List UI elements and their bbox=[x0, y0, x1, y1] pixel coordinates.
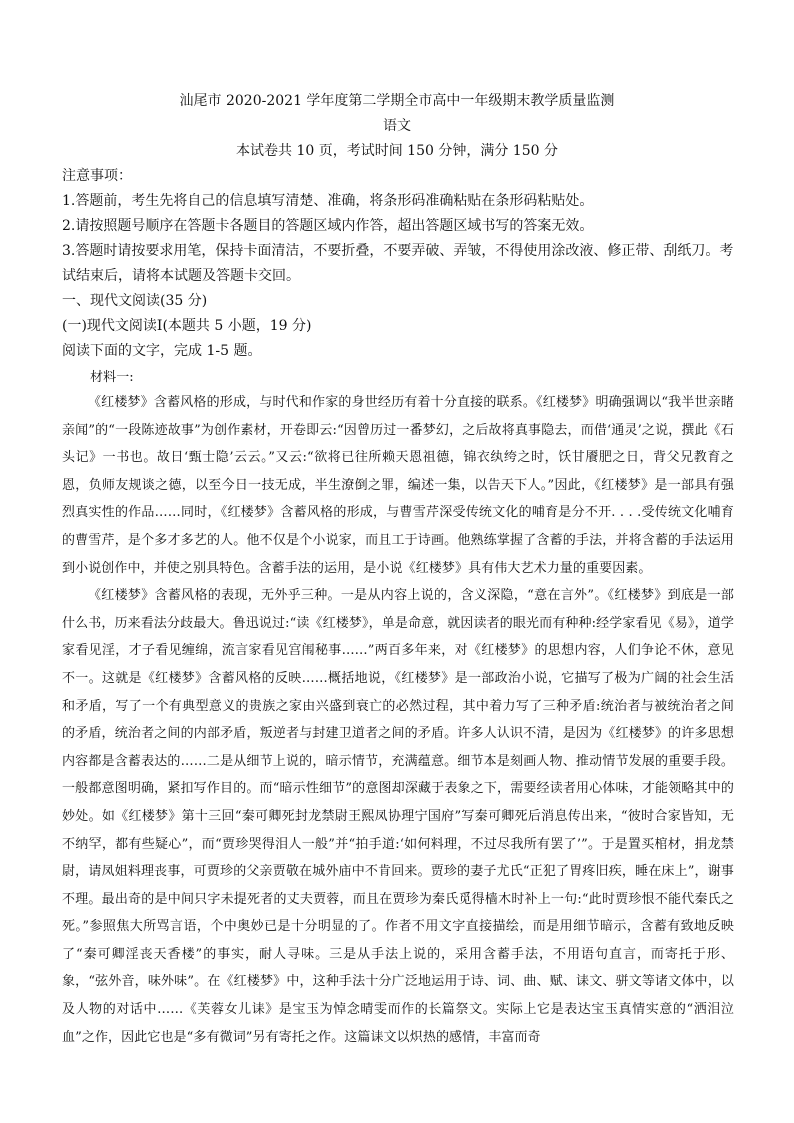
material-label: 材料一: bbox=[90, 370, 134, 385]
exam-info: 本试卷共 10 页，考试时间 150 分钟，满分 150 分 bbox=[236, 143, 558, 159]
notice-item: 2.请按照题号顺序在答题卡各题目的答题区域内作答，超出答题区域书写的答案无效。 bbox=[62, 218, 594, 234]
material-paragraph: 《红楼梦》含蓄风格的形成，与时代和作家的身世经历有着十分直接的联系。《红楼梦》明确强调以“我半世亲睹亲闻”的“一段陈迹故事”为创作素材，开卷即云:“因曾历过一番梦幻，之后故将真事隐去，而借‘通灵’之说，撰此《石头记》一书也。故日‘甄士隐’云云。”又云:“欲将已往所赖天恩祖德，锦衣纨绔之时，饫甘餍肥之日，背父兄教育之恩，负师友规谈之德，以至今日一技无成，半生潦倒之罪，编述一集，以告天下人。”因此，《红楼梦》是一部具有强烈真实性的作品……同时，《红楼梦》含蓄风格的形成，与曹雪芹深受传统文化的哺育是分不开. . . .受传统文化哺育的曹雪芹，是个多才多艺的人。他不仅是个小说家，而且工于诗画。他熟练掌握了含蓄的手法，并将含蓄的手法运用到小说创作中，并使之别具特色。含蓄手法的运用，是小说《红楼梦》具有伟大艺术力量的重要因素。 bbox=[62, 395, 734, 576]
material-body bbox=[62, 389, 734, 1051]
exam-title: 汕尾市 2020-2021 学年度第二学期全市高中一年级期末教学质量监测 bbox=[179, 93, 615, 109]
notice-item: 试结束后，请将本试题及答题卡交回。 bbox=[62, 268, 300, 284]
notice-heading: 注意事项： bbox=[62, 168, 132, 184]
subject-title: 语文 bbox=[383, 118, 411, 134]
section-instruction: 阅读下面的文字，完成 1-5 题。 bbox=[62, 343, 262, 359]
notice-item: 1.答题前，考生先将自己的信息填写清楚、准确，将条形码准确粘贴在条形码粘贴处。 bbox=[62, 193, 594, 209]
section-subtitle: (一)现代文阅读Ⅰ(本题共 5 小题，19 分) bbox=[62, 318, 312, 334]
material-paragraph: 《红楼梦》含蓄风格的表现，无外乎三种。一是从内容上说的，含义深隐，“意在言外”。《红楼梦》到底是一部什么书，历来看法分歧最大。鲁迅说过:“读《红楼梦》，单是命意，就因读者的眼光而有种种:经学家看见《易》，道学家看见淫，才子看见缠绵，流言家看见宫闱秘事……”两百多年来，对《红楼梦》的思想内容，人们争论不休，意见不一。这就是《红楼梦》含蓄风格的反映……概括地说，《红楼梦》是一部政治小说，它描写了极为广阔的社会生活和矛盾，写了一个有典型意义的贵族之家由兴盛到衰亡的必然过程，其中着力写了三种矛盾:统治者与被统治者之间的矛盾，统治者之间的内部矛盾，叛逆者与封建卫道者之间的矛盾。许多人认识不清，是因为《红楼梦》的许多思想内容都是含蓄表达的……二是从细节上说的，暗示情节，充满蕴意。细节本是刻画人物、推动情节发展的重要手段。一般都意图明确，紧扣写作目的。而“暗示性细节”的意图却深藏于表象之下，需要经读者用心体味，才能领略其中的妙处。如《红楼梦》第十三回“秦可卿死封龙禁尉王熙凤协理宁国府”写秦可卿死后消息传出来，“彼时合家皆知，无不纳罕，都有些疑心”，而“贾珍哭得泪人一般”并“拍手道:‘如何料理，不过尽我所有罢了’”。于是置买棺材，捐龙禁尉，请凤姐料理丧事，可贾珍的父亲贾敬在城外庙中不肯回来。贾珍的妻子尤氏“正犯了胃疼旧疾，睡在床上”，谢事不理。最出奇的是中间只字未提死者的丈夫贾蓉，而且在贾珍为秦氏觅得樯木时补上一句:“此时贾珍恨不能代秦氏之死。”参照焦大所骂言语，个中奥妙已是十分明显的了。作者不用文字直接描绘，而是用细节暗示，含蓄有致地反映了“秦可卿淫丧天香楼”的事实，耐人寻味。三是从手法上说的，采用含蓄手法，不用语句直言，而寄托于形、象，“弦外音，味外味”。在《红楼梦》中，这种手法十分广泛地运用于诗、词、曲、赋、诔文、骈文等诸文体中，以及人物的对话中……《芙蓉女儿诔》是宝玉为悼念晴雯而作的长篇祭文。实际上它是表达宝玉真情实意的“洒泪泣血”之作，因此它也是“多有微词”另有寄托之作。这篇诔文以炽热的感情，丰富而奇 bbox=[62, 588, 734, 1045]
section-title: 一、现代文阅读(35 分) bbox=[62, 293, 208, 309]
notice-item: 3.答题时请按要求用笔，保持卡面清洁，不要折叠，不要弄破、弄皱，不得使用涂改液、修正带、刮纸刀。考 bbox=[62, 243, 734, 259]
